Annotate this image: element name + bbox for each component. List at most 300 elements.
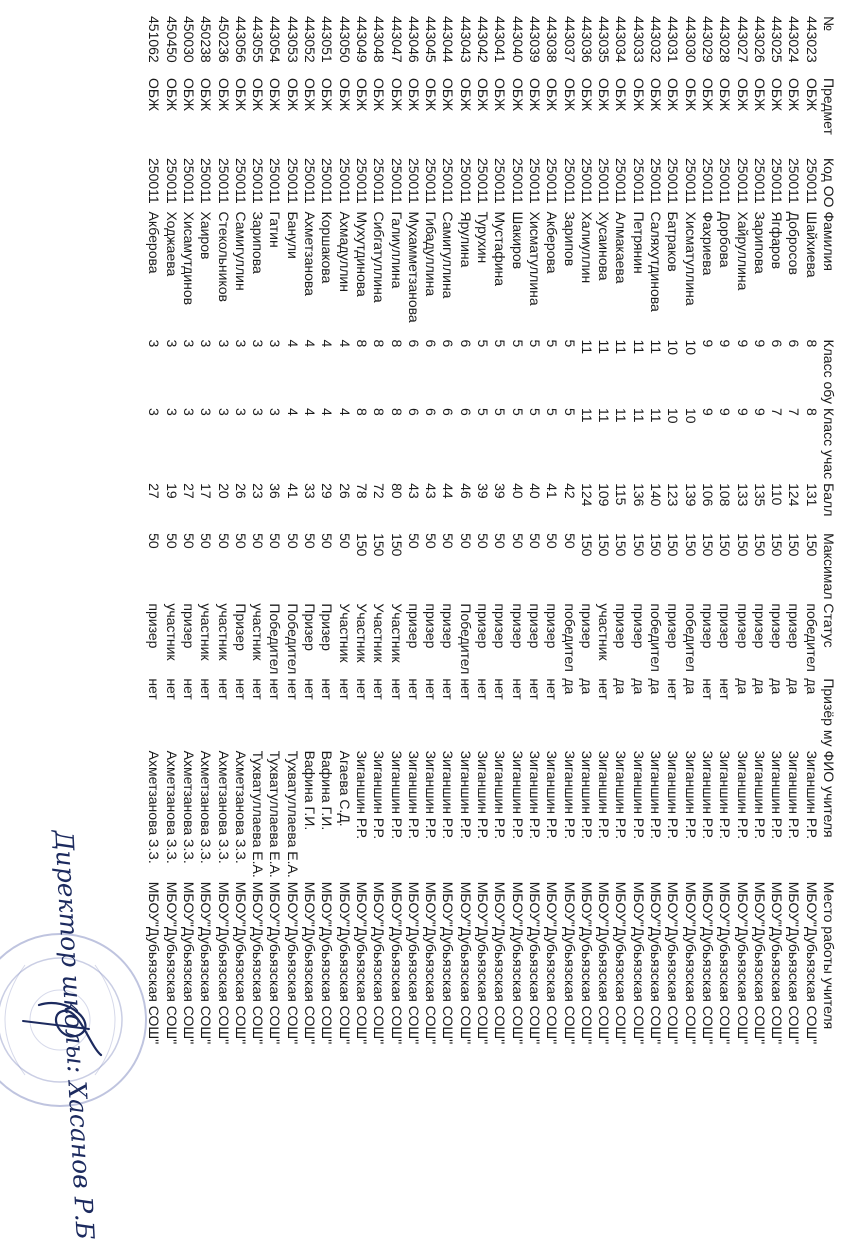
table-cell: нет xyxy=(423,678,440,700)
table-row xyxy=(318,14,335,1046)
table-cell: Тухватуллаева Е.А. xyxy=(284,750,301,878)
table-cell: Ахметзанова З.З. xyxy=(232,750,249,864)
table-cell: 150 xyxy=(353,533,370,557)
table-cell: 10 xyxy=(665,339,682,356)
table-cell: 4 xyxy=(319,339,336,348)
table-cell: призер xyxy=(405,603,422,649)
table-cell: Хисматуллина xyxy=(526,211,543,306)
table-cell: 450238 xyxy=(198,16,215,63)
table-cell: 8 xyxy=(353,339,370,348)
table-cell: ОБЖ xyxy=(163,78,180,112)
table-row xyxy=(422,14,439,1046)
table-cell: 250011 xyxy=(734,158,751,204)
table-cell: 150 xyxy=(682,533,699,557)
table-cell: Сибгатуллина xyxy=(371,211,388,303)
table-cell: Зиганшин Р.Р. xyxy=(578,750,595,840)
table-cell: 3 xyxy=(146,339,163,348)
table-cell: 150 xyxy=(648,533,665,557)
table-cell: победител xyxy=(648,603,665,672)
table-cell: 4 xyxy=(284,339,301,348)
table-cell: ОБЖ xyxy=(336,78,353,112)
table-cell: 443052 xyxy=(302,16,319,63)
table-cell: ОБЖ xyxy=(371,78,388,112)
table-cell: 11 xyxy=(578,339,595,355)
table-cell: Участник xyxy=(353,603,370,663)
table-cell: ОБЖ xyxy=(596,78,613,112)
table-cell: ОБЖ xyxy=(717,78,734,112)
table-cell: Шакиров xyxy=(509,211,526,270)
table-cell: МБОУ"Дубьязская СОШ" xyxy=(163,881,180,1045)
table-row xyxy=(284,14,301,1046)
table-cell: 5 xyxy=(526,407,543,416)
table-cell: да xyxy=(751,678,768,695)
table-row xyxy=(491,14,508,1046)
table-cell: 8 xyxy=(803,339,820,348)
table-cell: ОБЖ xyxy=(267,78,284,112)
table-cell: ОБЖ xyxy=(699,78,716,112)
table-cell: МБОУ"Дубьязская СОШ" xyxy=(405,881,422,1045)
table-row xyxy=(543,14,560,1046)
table-cell: 11 xyxy=(630,339,647,355)
table-cell: 36 xyxy=(267,483,284,499)
table-cell: МБОУ"Дубьязская СОШ" xyxy=(423,881,440,1045)
table-cell: 124 xyxy=(578,483,595,507)
table-cell: ОБЖ xyxy=(423,78,440,112)
table-cell: ОБЖ xyxy=(440,78,457,112)
table-cell: Зиганшин Р.Р. xyxy=(475,750,492,840)
table-cell: 50 xyxy=(146,533,163,549)
table-cell: Ахметзанова З.З. xyxy=(198,750,215,864)
table-cell: 3 xyxy=(198,407,215,416)
table-cell: 450236 xyxy=(215,16,232,63)
table-cell: 250011 xyxy=(578,158,595,204)
table-cell: нет xyxy=(146,678,163,700)
table-cell: Зиганшин Р.Р. xyxy=(405,750,422,840)
table-cell: Мустафина xyxy=(492,211,509,287)
table-cell: 39 xyxy=(475,483,492,499)
table-cell: 150 xyxy=(578,533,595,557)
table-cell: 250011 xyxy=(803,158,820,204)
table-cell: 50 xyxy=(526,533,543,549)
column-header: ФИО учителя xyxy=(821,750,837,838)
table-cell: нет xyxy=(509,678,526,700)
table-cell: 443056 xyxy=(232,16,249,63)
table-cell: 43 xyxy=(405,483,422,499)
table-cell: Участник xyxy=(388,603,405,663)
table-cell: призер xyxy=(786,603,803,649)
column-header: Класс учас xyxy=(821,407,837,480)
table-cell: 50 xyxy=(232,533,249,549)
table-cell: ОБЖ xyxy=(751,78,768,112)
table-cell: Победител xyxy=(284,603,301,675)
table-cell: Добросов xyxy=(786,211,803,275)
table-cell: Зиганшин Р.Р. xyxy=(423,750,440,840)
table-cell: 3 xyxy=(232,339,249,348)
table-cell: 150 xyxy=(371,533,388,557)
table-cell: Зиганшин Р.Р. xyxy=(509,750,526,840)
table-cell: 108 xyxy=(717,483,734,507)
table-cell: участник xyxy=(215,603,232,661)
table-cell: 3 xyxy=(267,407,284,416)
table-cell: 8 xyxy=(388,407,405,416)
table-cell: 250011 xyxy=(786,158,803,204)
table-cell: 33 xyxy=(302,483,319,499)
table-cell: 6 xyxy=(457,339,474,348)
table-cell: 150 xyxy=(630,533,647,557)
table-cell: да xyxy=(786,678,803,695)
table-cell: МБОУ"Дубьязская СОШ" xyxy=(336,881,353,1045)
table-cell: Зиганшин Р.Р. xyxy=(561,750,578,840)
table-cell: ОБЖ xyxy=(578,78,595,112)
table-row xyxy=(595,14,612,1046)
table-cell: нет xyxy=(353,678,370,700)
table-cell: 250011 xyxy=(388,158,405,204)
table-cell: 5 xyxy=(509,339,526,348)
table-row xyxy=(647,14,664,1046)
table-cell: 3 xyxy=(163,339,180,348)
table-cell: нет xyxy=(526,678,543,700)
table-cell: да xyxy=(769,678,786,695)
table-cell: МБОУ"Дубьязская СОШ" xyxy=(146,881,163,1045)
table-cell: 80 xyxy=(388,483,405,499)
table-cell: Хисматуллина xyxy=(682,211,699,306)
table-cell: МБОУ"Дубьязская СОШ" xyxy=(769,881,786,1045)
table-cell: 8 xyxy=(388,339,405,348)
table-cell: 23 xyxy=(250,483,267,499)
table-row xyxy=(145,14,162,1046)
table-cell: 133 xyxy=(734,483,751,507)
table-cell: Халиуллин xyxy=(578,211,595,284)
table-cell: 250011 xyxy=(751,158,768,204)
table-cell: 11 xyxy=(648,339,665,355)
table-cell: ОБЖ xyxy=(509,78,526,112)
table-cell: ОБЖ xyxy=(492,78,509,112)
table-cell: 44 xyxy=(440,483,457,499)
table-cell: Зиганшин Р.Р. xyxy=(769,750,786,840)
table-cell: 5 xyxy=(492,339,509,348)
table-cell: Самигуллин xyxy=(232,211,249,291)
table-cell: 8 xyxy=(353,407,370,416)
table-cell: нет xyxy=(267,678,284,700)
table-cell: нет xyxy=(198,678,215,700)
column-header: Максимал xyxy=(821,533,837,600)
table-row xyxy=(197,14,214,1046)
table-row xyxy=(387,14,404,1046)
table-cell: МБОУ"Дубьязская СОШ" xyxy=(198,881,215,1045)
table-cell: да xyxy=(561,678,578,695)
table-cell: 250011 xyxy=(423,158,440,204)
table-cell: Победител xyxy=(267,603,284,675)
table-cell: Мухамметзанова xyxy=(405,211,422,323)
table-cell: МБОУ"Дубьязская СОШ" xyxy=(544,881,561,1045)
table-cell: 6 xyxy=(405,407,422,416)
table-cell: 250011 xyxy=(699,158,716,204)
table-cell: Участник xyxy=(336,603,353,663)
table-row xyxy=(785,14,802,1046)
table-cell: ОБЖ xyxy=(215,78,232,112)
table-cell: МБОУ"Дубьязская СОШ" xyxy=(353,881,370,1045)
table-cell: 3 xyxy=(181,339,198,348)
table-cell: да xyxy=(734,678,751,695)
table-cell: 5 xyxy=(509,407,526,416)
table-cell: 443053 xyxy=(284,16,301,63)
table-cell: 443023 xyxy=(803,16,820,63)
table-cell: Ахметзанова З.З. xyxy=(181,750,198,864)
table-cell: участник xyxy=(596,603,613,661)
table-cell: 39 xyxy=(492,483,509,499)
table-cell: Зарипов xyxy=(561,211,578,267)
table-cell: 3 xyxy=(181,407,198,416)
table-cell: МБОУ"Дубьязская СОШ" xyxy=(786,881,803,1045)
column-header: Класс обу xyxy=(821,339,837,404)
table-cell: ОБЖ xyxy=(284,78,301,112)
table-row xyxy=(664,14,681,1046)
table-cell: 150 xyxy=(717,533,734,557)
table-cell: МБОУ"Дубьязская СОШ" xyxy=(388,881,405,1045)
table-cell: 11 xyxy=(630,407,647,423)
table-row xyxy=(716,14,733,1046)
table-cell: МБОУ"Дубьязская СОШ" xyxy=(561,881,578,1045)
table-cell: Зиганшин Р.Р. xyxy=(371,750,388,840)
table-cell: 27 xyxy=(181,483,198,499)
table-cell: МБОУ"Дубьязская СОШ" xyxy=(371,881,388,1045)
table-cell: Зиганшин Р.Р. xyxy=(630,750,647,840)
table-cell: ОБЖ xyxy=(146,78,163,112)
table-cell: 250011 xyxy=(682,158,699,204)
table-cell: призер xyxy=(699,603,716,649)
table-cell: ОБЖ xyxy=(457,78,474,112)
table-cell: 9 xyxy=(699,339,716,348)
table-cell: Ахметзанова З.З. xyxy=(163,750,180,864)
table-cell: да xyxy=(613,678,630,695)
table-cell: 6 xyxy=(440,339,457,348)
table-cell: 250011 xyxy=(267,158,284,204)
table-cell: Ахметзанова З.З. xyxy=(146,750,163,864)
table-cell: ОБЖ xyxy=(648,78,665,112)
table-cell: МБОУ"Дубьязская СОШ" xyxy=(302,881,319,1045)
table-cell: да xyxy=(682,678,699,695)
table-cell: участник xyxy=(198,603,215,661)
table-cell: 3 xyxy=(232,407,249,416)
table-cell: призер xyxy=(578,603,595,649)
table-cell: МБОУ"Дубьязская СОШ" xyxy=(181,881,198,1045)
table-cell: 10 xyxy=(665,407,682,424)
table-cell: ОБЖ xyxy=(544,78,561,112)
table-cell: 50 xyxy=(302,533,319,549)
table-cell: 106 xyxy=(699,483,716,507)
table-cell: МБОУ"Дубьязская СОШ" xyxy=(492,881,509,1045)
table-cell: 7 xyxy=(769,407,786,416)
column-header: Код ОО xyxy=(821,158,837,208)
table-cell: 20 xyxy=(215,483,232,499)
table-cell: МБОУ"Дубьязская СОШ" xyxy=(440,881,457,1045)
table-cell: 43 xyxy=(423,483,440,499)
table-cell: 443051 xyxy=(319,16,336,63)
table-cell: 443036 xyxy=(578,16,595,63)
table-cell: ОБЖ xyxy=(181,78,198,112)
table-cell: Зиганшин Р.Р. xyxy=(803,750,820,840)
table-cell: ОБЖ xyxy=(198,78,215,112)
table-cell: Стекольников xyxy=(215,211,232,302)
table-cell: 443030 xyxy=(682,16,699,63)
table-cell: Зиганшин Р.Р. xyxy=(596,750,613,840)
table-cell: Банули xyxy=(284,211,301,259)
table-cell: 250011 xyxy=(198,158,215,204)
table-cell: МБОУ"Дубьязская СОШ" xyxy=(717,881,734,1045)
table-cell: 150 xyxy=(751,533,768,557)
table-cell: Алмакаева xyxy=(613,211,630,284)
table-cell: Агаева С.Д. xyxy=(336,750,353,827)
table-cell: призер xyxy=(181,603,198,649)
column-header: Балл xyxy=(821,483,837,517)
table-cell: 250011 xyxy=(630,158,647,204)
column-header: Статус xyxy=(821,603,837,648)
table-cell: 9 xyxy=(734,339,751,348)
table-cell: призер xyxy=(734,603,751,649)
table-cell: ОБЖ xyxy=(665,78,682,112)
table-row xyxy=(560,14,577,1046)
table-row xyxy=(751,14,768,1046)
table-row xyxy=(526,14,543,1046)
table-row xyxy=(578,14,595,1046)
table-cell: 50 xyxy=(423,533,440,549)
table-cell: 123 xyxy=(665,483,682,507)
table-cell: 443034 xyxy=(613,16,630,63)
table-cell: 50 xyxy=(336,533,353,549)
table-cell: 50 xyxy=(544,533,561,549)
table-cell: Дорбова xyxy=(717,211,734,268)
table-row xyxy=(733,14,750,1046)
table-cell: 6 xyxy=(786,339,803,348)
table-cell: 9 xyxy=(734,407,751,416)
table-cell: МБОУ"Дубьязская СОШ" xyxy=(509,881,526,1045)
table-cell: нет xyxy=(163,678,180,700)
table-cell: 443026 xyxy=(751,16,768,63)
table-cell: 41 xyxy=(284,483,301,499)
table-cell: нет xyxy=(302,678,319,700)
table-cell: 50 xyxy=(319,533,336,549)
table-cell: да xyxy=(803,678,820,695)
table-cell: 250011 xyxy=(526,158,543,204)
table-cell: 5 xyxy=(526,339,543,348)
table-cell: 150 xyxy=(699,533,716,557)
table-cell: 443045 xyxy=(423,16,440,63)
table-cell: МБОУ"Дубьязская СОШ" xyxy=(284,881,301,1045)
table-cell: Хусаинова xyxy=(596,211,613,281)
table-cell: 50 xyxy=(509,533,526,549)
table-cell: ОБЖ xyxy=(630,78,647,112)
table-cell: 4 xyxy=(284,407,301,416)
table-cell: 443055 xyxy=(250,16,267,63)
signature-text: Директор школы: Хасанов Р.Б xyxy=(49,829,100,1240)
table-cell: 6 xyxy=(769,339,786,348)
table-row xyxy=(335,14,352,1046)
table-cell: Зиганшин Р.Р. xyxy=(682,750,699,840)
table-cell: нет xyxy=(457,678,474,700)
table-cell: 443042 xyxy=(475,16,492,63)
table-cell: нет xyxy=(665,678,682,700)
table-cell: 250011 xyxy=(492,158,509,204)
table-cell: 46 xyxy=(457,483,474,499)
table-cell: МБОУ"Дубьязская СОШ" xyxy=(457,881,474,1045)
table-cell: 3 xyxy=(250,407,267,416)
table-cell: 78 xyxy=(353,483,370,499)
table-cell: Зиганшин Р.Р. xyxy=(717,750,734,840)
table-cell: Турухин xyxy=(475,211,492,264)
table-cell: МБОУ"Дубьязская СОШ" xyxy=(682,881,699,1045)
table-cell: призер xyxy=(717,603,734,649)
table-cell: 5 xyxy=(475,407,492,416)
table-cell: Батраков xyxy=(665,211,682,272)
table-cell: 150 xyxy=(665,533,682,557)
table-cell: Победител xyxy=(457,603,474,675)
table-cell: 50 xyxy=(198,533,215,549)
table-cell: призер xyxy=(146,603,163,649)
table-cell: Шайхиева xyxy=(803,211,820,278)
table-cell: 6 xyxy=(423,407,440,416)
table-cell: Призер xyxy=(232,603,249,651)
table-cell: 9 xyxy=(751,407,768,416)
table-cell: ОБЖ xyxy=(734,78,751,112)
column-header: Место работы учителя xyxy=(821,881,837,1030)
table-cell: 42 xyxy=(561,483,578,499)
table-cell: Призер xyxy=(302,603,319,651)
table-cell: Участник xyxy=(371,603,388,663)
table-cell: 250011 xyxy=(648,158,665,204)
table-cell: 6 xyxy=(457,407,474,416)
table-cell: МБОУ"Дубьязская СОШ" xyxy=(526,881,543,1045)
table-cell: Ахметзанова xyxy=(302,211,319,296)
table-cell: 443028 xyxy=(717,16,734,63)
table-cell: Зиганшин Р.Р. xyxy=(648,750,665,840)
table-cell: 4 xyxy=(319,407,336,416)
table-cell: 26 xyxy=(336,483,353,499)
table-cell: Зиганшин Р.Р. xyxy=(526,750,543,840)
table-cell: Зиганшин Р.Р. xyxy=(492,750,509,840)
table-cell: 3 xyxy=(198,339,215,348)
table-cell: да xyxy=(648,678,665,695)
director-signature-block xyxy=(23,829,103,1240)
table-cell: МБОУ"Дубьязская СОШ" xyxy=(215,881,232,1045)
table-cell: Акберова xyxy=(544,211,561,274)
table-cell: призер xyxy=(423,603,440,649)
table-cell: нет xyxy=(181,678,198,700)
table-cell: 11 xyxy=(596,407,613,423)
table-cell: 3 xyxy=(267,339,284,348)
table-cell: ОБЖ xyxy=(302,78,319,112)
table-cell: 250011 xyxy=(215,158,232,204)
table-cell: 250011 xyxy=(440,158,457,204)
table-cell: 9 xyxy=(717,407,734,416)
table-row xyxy=(180,14,197,1046)
table-cell: ОБЖ xyxy=(232,78,249,112)
table-cell: 250011 xyxy=(353,158,370,204)
table-cell: 443032 xyxy=(648,16,665,63)
table-cell: МБОУ"Дубьязская СОШ" xyxy=(250,881,267,1045)
table-cell: 3 xyxy=(215,407,232,416)
table-cell: Самигуллина xyxy=(440,211,457,299)
table-cell: 250011 xyxy=(769,158,786,204)
table-cell: 17 xyxy=(198,483,215,499)
table-cell: Зиганшин Р.Р. xyxy=(665,750,682,840)
table-cell: призер xyxy=(544,603,561,649)
table-cell: 250011 xyxy=(717,158,734,204)
table-cell: победител xyxy=(682,603,699,672)
table-cell: 8 xyxy=(803,407,820,416)
table-cell: призер xyxy=(630,603,647,649)
table-cell: нет xyxy=(717,678,734,700)
table-cell: Зиганшин Р.Р. xyxy=(388,750,405,840)
